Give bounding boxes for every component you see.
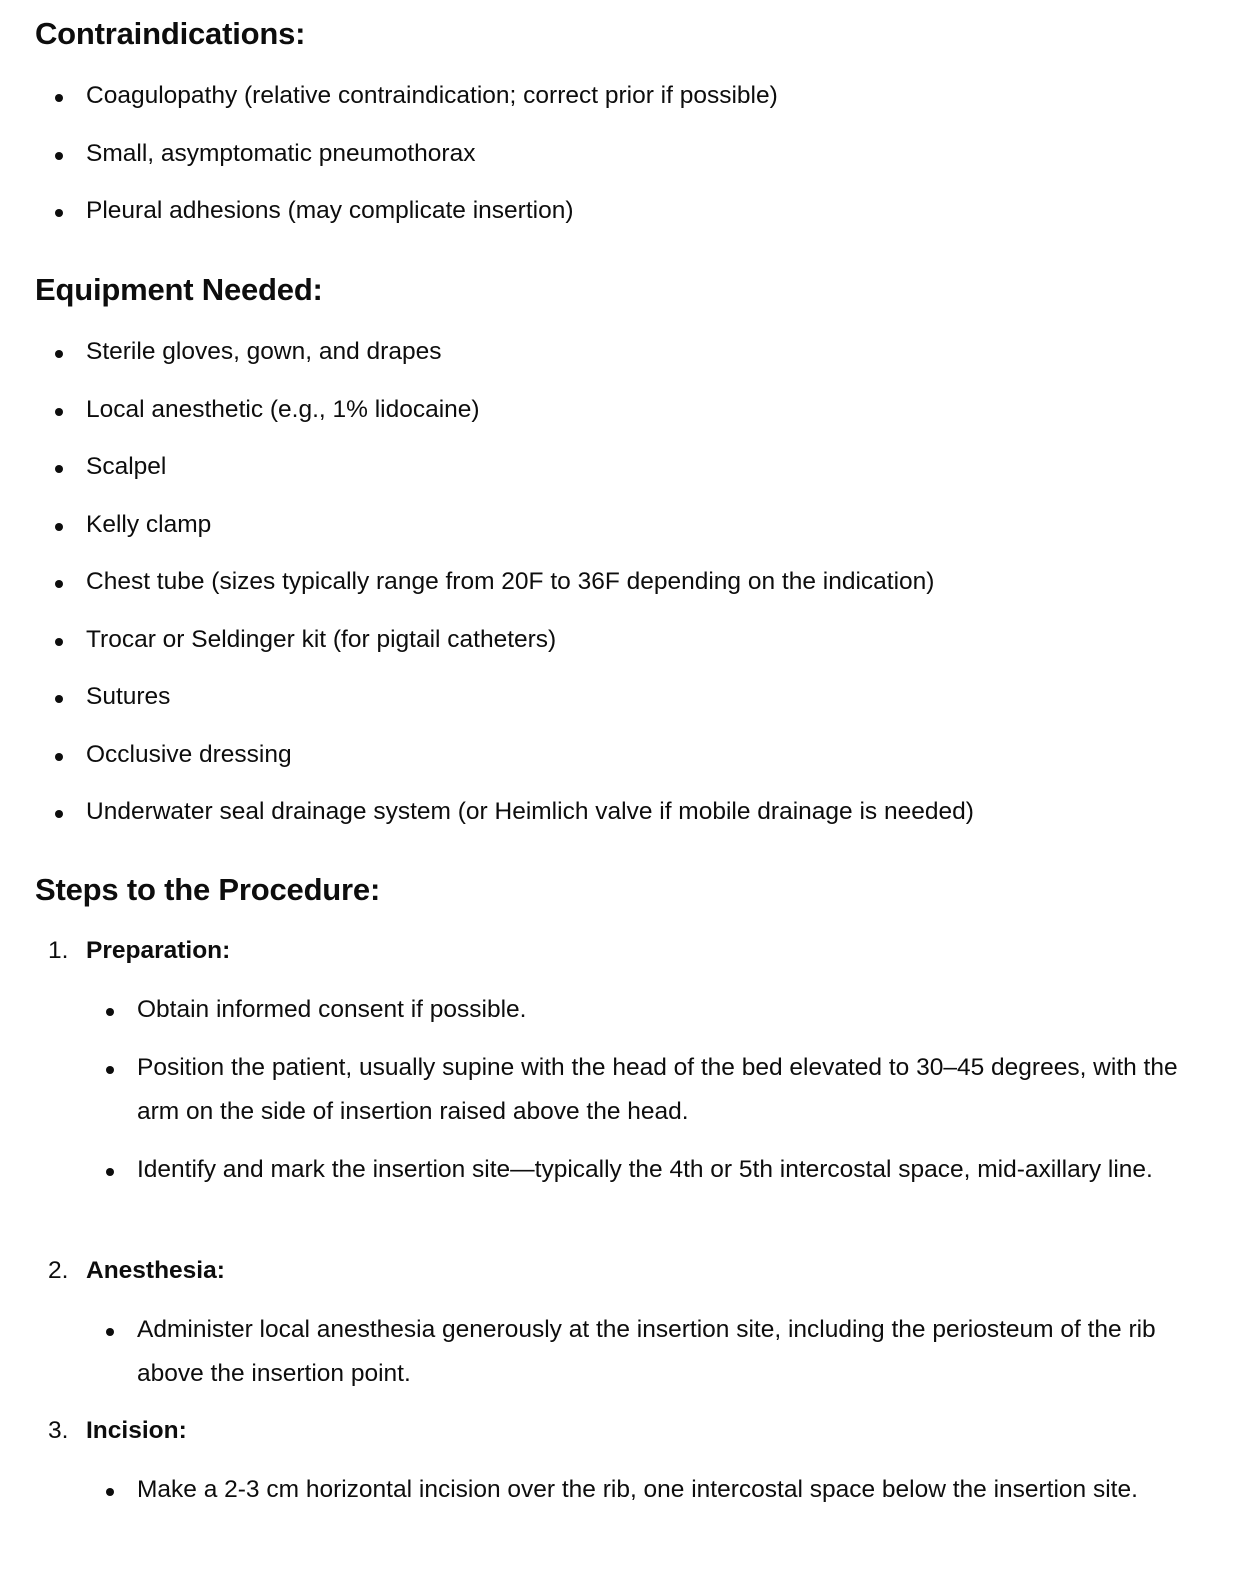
step-1 xyxy=(35,929,1235,973)
list-item: Chest tube (sizes typically range from 20F to 36F depending on the indication) xyxy=(35,560,1235,604)
step-title: Incision: xyxy=(86,1417,187,1444)
list-item: Occlusive dressing xyxy=(35,733,1235,777)
step-title: Anesthesia: xyxy=(86,1257,225,1284)
step-1-bullets xyxy=(86,988,1196,1192)
list-item: Administer local anesthesia generously at the insertion site, including the periosteum of the rib above the insertion point. xyxy=(86,1308,1196,1396)
equipment-list xyxy=(35,330,1235,834)
list-item: Sutures xyxy=(35,675,1235,719)
list-item: Small, asymptomatic pneumothorax xyxy=(35,132,1235,176)
steps-heading: Steps to the Procedure: xyxy=(35,872,381,907)
list-item: Trocar or Seldinger kit (for pigtail catheters) xyxy=(35,618,1235,662)
list-item: Coagulopathy (relative contraindication; correct prior if possible) xyxy=(35,74,1235,118)
contraindications-list xyxy=(35,74,1235,233)
list-item: Pleural adhesions (may complicate insertion) xyxy=(35,189,1235,233)
contraindications-heading: Contraindications: xyxy=(35,16,306,51)
equipment-heading: Equipment Needed: xyxy=(35,272,323,307)
step-3 xyxy=(35,1409,1235,1453)
list-item: Make a 2-3 cm horizontal incision over the rib, one intercostal space below the insertion site. xyxy=(86,1468,1196,1512)
list-item: Kelly clamp xyxy=(35,503,1235,547)
step-2-bullets xyxy=(86,1308,1196,1396)
step-3-bullets xyxy=(86,1468,1196,1512)
list-item: Obtain informed consent if possible. xyxy=(86,988,1196,1032)
step-number: 1. xyxy=(48,937,69,964)
step-title: Preparation: xyxy=(86,937,231,964)
step-number: 2. xyxy=(48,1257,69,1284)
list-item: Identify and mark the insertion site—typically the 4th or 5th intercostal space, mid-axillary line. xyxy=(86,1148,1196,1192)
list-item: Position the patient, usually supine with the head of the bed elevated to 30–45 degrees, with the arm on the side of insertion raised above the head. xyxy=(86,1046,1196,1134)
step-2 xyxy=(35,1249,1235,1293)
list-item: Scalpel xyxy=(35,445,1235,489)
list-item: Sterile gloves, gown, and drapes xyxy=(35,330,1235,374)
list-item: Underwater seal drainage system (or Heimlich valve if mobile drainage is needed) xyxy=(35,790,1235,834)
step-number: 3. xyxy=(48,1417,69,1444)
list-item: Local anesthetic (e.g., 1% lidocaine) xyxy=(35,388,1235,432)
